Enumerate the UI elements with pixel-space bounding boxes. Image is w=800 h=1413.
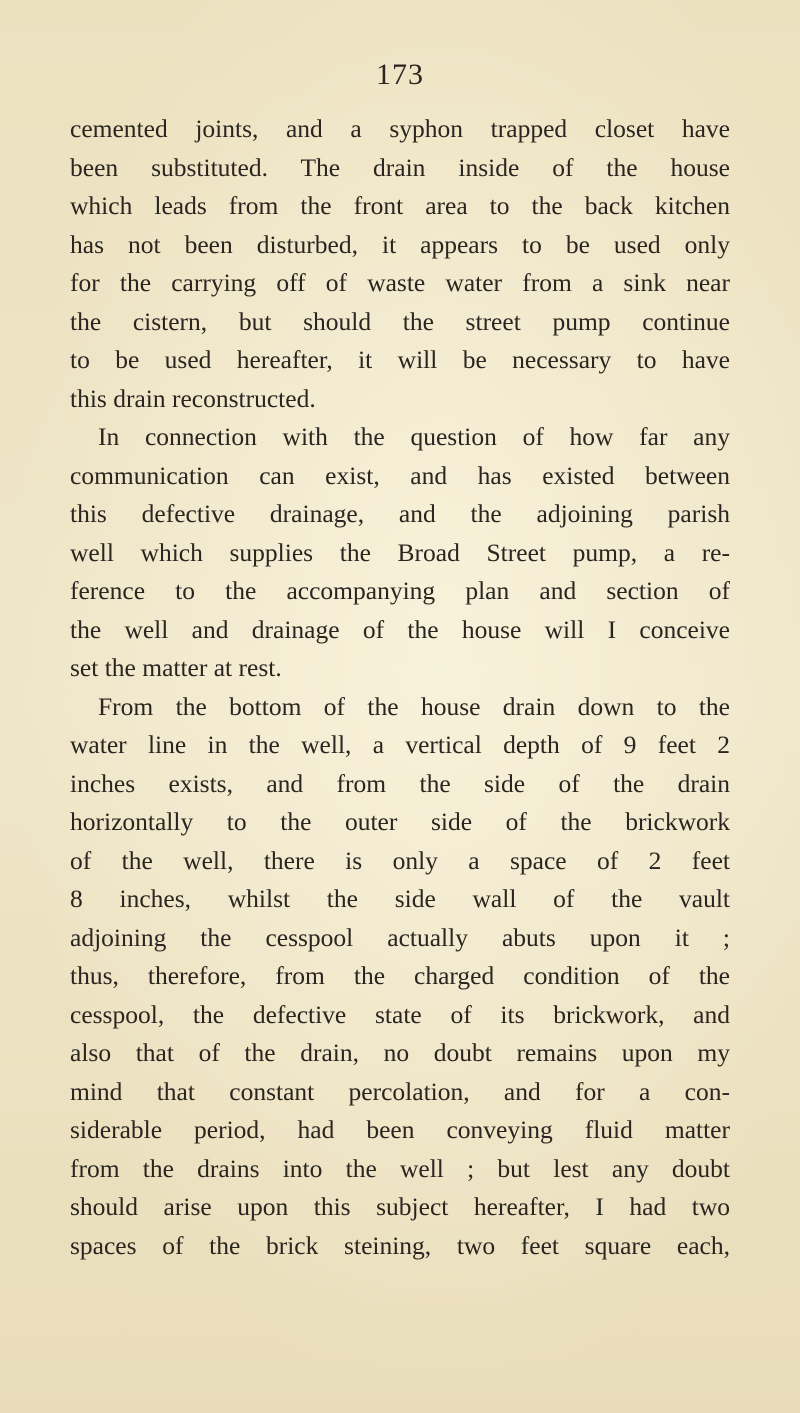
text-line: also that of the drain, no doubt remains upon my — [70, 1038, 730, 1067]
text-line: In connection with the question of how far any — [98, 422, 730, 451]
text-line: this defective drainage, and the adjoining parish — [70, 499, 730, 528]
text-line: which leads from the front area to the back kitchen — [70, 191, 730, 220]
text-line: water line in the well, a vertical depth of 9 feet 2 — [70, 730, 730, 759]
text-line: thus, therefore, from the charged condition of the — [70, 961, 730, 990]
text-line: well which supplies the Broad Street pump, a re- — [70, 537, 730, 567]
text-line: the cistern, but should the street pump continue — [70, 306, 730, 336]
text-line: this drain reconstructed. — [70, 383, 316, 413]
page-number: 173 — [376, 58, 424, 91]
text-line: to be used hereafter, it will be necessary to have — [70, 345, 730, 374]
text-line: should arise upon this subject hereafter, I had two — [70, 1192, 730, 1221]
text-line: spaces of the brick steining, two feet square each, — [70, 1230, 730, 1260]
text-line: been substituted. The drain inside of the house — [70, 152, 730, 182]
body-text — [70, 110, 730, 1265]
text-line: siderable period, had been conveying fluid matter — [70, 1115, 730, 1144]
text-line: adjoining the cesspool actually abuts upon it ; — [70, 922, 730, 952]
text-line: ference to the accompanying plan and section of — [70, 576, 730, 605]
text-line: for the carrying off of waste water from a sink near — [70, 268, 730, 297]
text-line: the well and drainage of the house will I conceive — [70, 614, 730, 644]
text-line: 8 inches, whilst the side wall of the vault — [70, 884, 730, 913]
text-line: communication can exist, and has existed between — [70, 460, 730, 490]
text-line: of the well, there is only a space of 2 feet — [70, 845, 730, 875]
text-line: horizontally to the outer side of the brickwork — [70, 807, 730, 836]
text-line: cemented joints, and a syphon trapped closet have — [70, 114, 730, 143]
text-line: inches exists, and from the side of the drain — [70, 768, 730, 798]
text-line: set the matter at rest. — [70, 653, 282, 682]
text-line: has not been disturbed, it appears to be used only — [70, 229, 730, 259]
text-line: mind that constant percolation, and for a con- — [70, 1076, 730, 1106]
text-line: from the drains into the well ; but lest any doubt — [70, 1153, 730, 1183]
text-line: cesspool, the defective state of its brickwork, and — [70, 999, 730, 1029]
text-line: From the bottom of the house drain down to the — [98, 691, 730, 721]
